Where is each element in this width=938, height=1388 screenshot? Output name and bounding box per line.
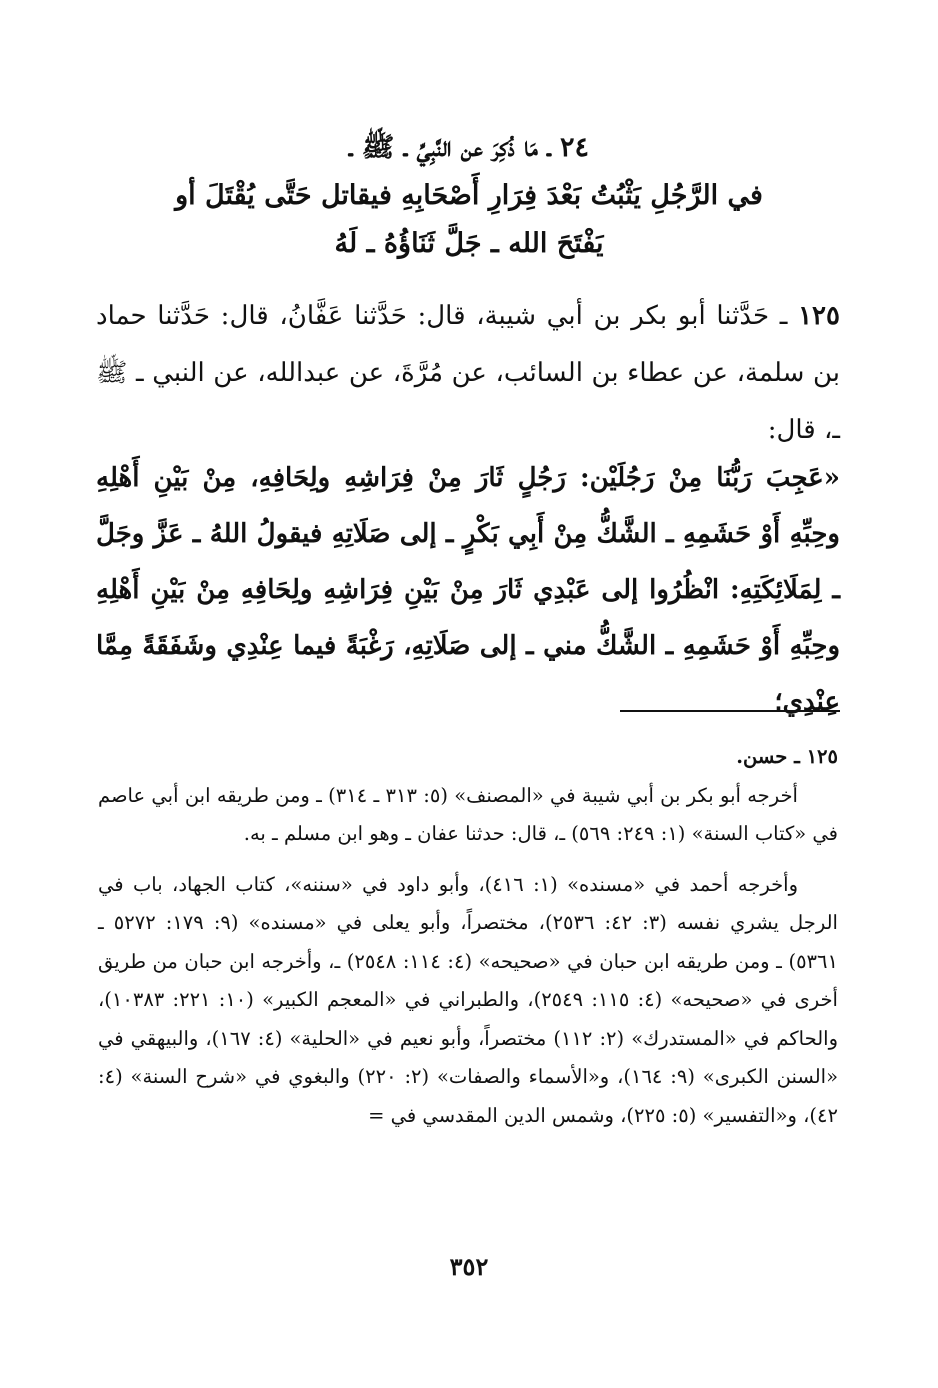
hadith-isnad-text: ـ حَدَّثنا أبو بكر بن أبي شيبة، قال: حَدَّثنا عَفَّانُ، قال: حَدَّثنا حماد بن سلمة، عن عطاء بن السائب، عن مُرَّةَ، عن عبدالله، عن النبي ـ ﷺ ـ، قال: [96, 301, 840, 445]
hadith-matn: «عَجِبَ رَبُّنَا مِنْ رَجُلَيْن: رَجُلٍ ثَارَ مِنْ فِرَاشِهِ ولِحَافِهِ، مِنْ بَيْنِ أَهْلِهِ وحِبِّهِ أَوْ حَشَمِهِ ـ الشَّكُّ مِنْ أَبِي بَكْرٍ ـ إلى صَلَاتِهِ فيقولُ اللهُ ـ عَزَّ وجَلَّ ـ لِمَلَائِكَتِهِ: انْظُرُوا إلى عَبْدِي ثَارَ مِنْ بَيْنِ فِرَاشِهِ ولِحَافِهِ مِنْ بَيْنِ أَهْلِهِ وحِبِّهِ أَوْ حَشَمِهِ ـ الشَّكُّ مني ـ إلى صَلَاتِهِ، رَغْبَةً فيما عِنْدِي وشَفَقَةً مِمَّا عِنْدِي؛ [96, 463, 840, 717]
chapter-heading-line-3: يَفْتَحَ الله ـ جَلَّ ثَنَاؤُهُ ـ لَهُ [334, 228, 604, 259]
footnote-paragraph-1: أخرجه أبو بكر بن أبي شيبة في «المصنف» (٥: ٣١٣ ـ ٣١٤) ـ ومن طريقه ابن أبي عاصم في «كتاب السنة» (١: ٢٤٩: ٥٦٩) ـ، قال: حدثنا عفان ـ وهو ابن مسلم ـ به. [98, 783, 838, 845]
footnote-divider [620, 710, 840, 712]
chapter-heading-line-2: في الرَّجُلِ يَثْبُتُ بَعْدَ فِرَارِ أَصْحَابِهِ فيقاتل حَتَّى يُقْتَلَ أو [175, 180, 763, 211]
hadith-number: ١٢٥ [798, 301, 840, 331]
chapter-heading-line-1: ٢٤ ـ مَا ذُكِرَ عن النَّبِيِّ ـ ﷺ ـ [349, 132, 589, 163]
footnote-grade: ١٢٥ ـ حسن. [736, 745, 838, 768]
footnote-paragraph-2: وأخرجه أحمد في «مسنده» (١: ٤١٦)، وأبو داود في «سننه»، كتاب الجهاد، باب في الرجل يشري نفسه (٣: ٤٢: ٢٥٣٦)، مختصراً، وأبو يعلى في «مسنده» (٩: ١٧٩: ٥٢٧٢ ـ ٥٣٦١) ـ ومن طريقه ابن حبان في «صحيحه» (٤: ١١٤: ٢٥٤٨) ـ، وأخرجه ابن حبان من طريق أخرى في «صحيحه» (٤: ١١٥: ٢٥٤٩)، والطبراني في «المعجم الكبير» (١٠: ٢٢١: ١٠٣٨٣)، والحاكم في «المستدرك» (٢: ١١٢) مختصراً، وأبو نعيم في «الحلية» (٤: ١٦٧)، والبيهقي في «السنن الكبرى» (٩: ١٦٤)، و«الأسماء والصفات» (٢: ٢٢٠) والبغوي في «شرح السنة» (٤: ٤٢)، و«التفسير» (٥: ٢٢٥)، وشمس الدين المقدسي في = [98, 872, 839, 1127]
hadith-isnad [96, 288, 840, 459]
chapter-heading [80, 124, 858, 268]
page-number: ٣٥٢ [449, 1252, 489, 1281]
footnotes [98, 738, 838, 1135]
